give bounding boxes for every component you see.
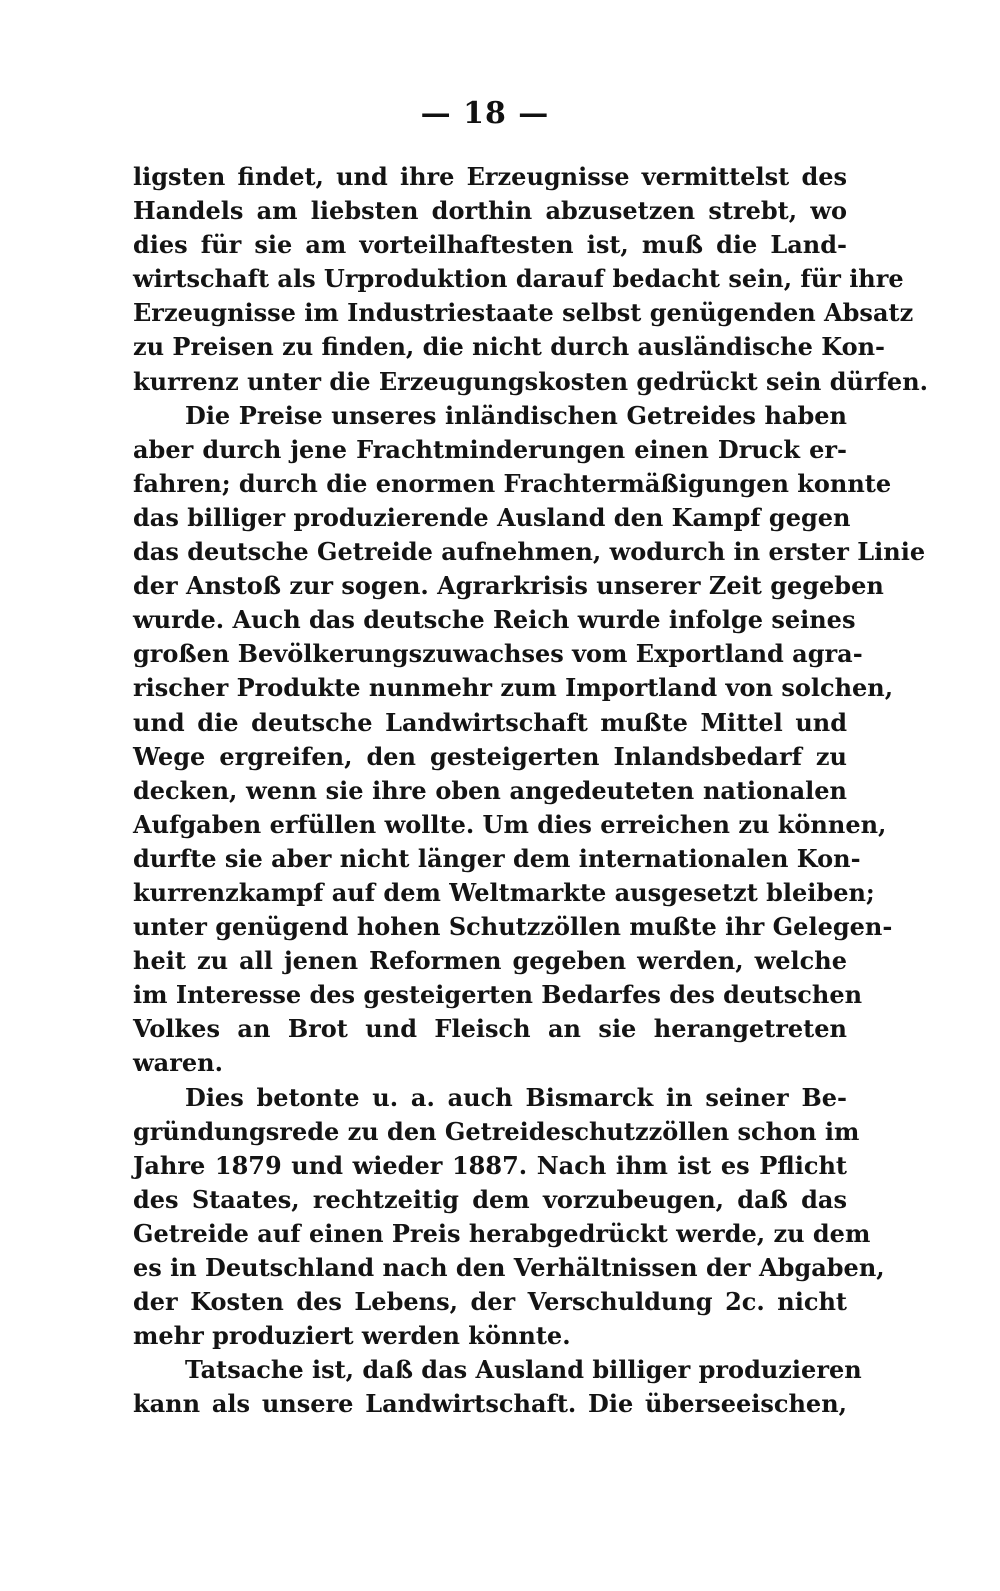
text-line: wurde. Auch das deutsche Reich wurde infolge seines (133, 605, 856, 635)
text-line: fahren; durch die enormen Frachtermäßigungen konnte (133, 468, 892, 498)
text-line: Handels am liebsten dorthin abzusetzen strebt, wo (133, 196, 847, 226)
text-line: im Interesse des gesteigerten Bedarfes des deutschen (133, 980, 863, 1010)
text-line: Getreide auf einen Preis herabgedrückt werde, zu dem (133, 1218, 871, 1248)
text-line: der Anstoß zur sogen. Agrarkrisis unserer Zeit gegeben (133, 571, 884, 601)
text-line: großen Bevölkerungszuwachses vom Exportland agra- (133, 639, 863, 669)
text-line: der Kosten des Lebens, der Verschuldung 2c. nicht (133, 1287, 847, 1317)
text-line: rischer Produkte nunmehr zum Importland von solchen, (133, 673, 894, 703)
text-line: Erzeugnisse im Industriestaate selbst genügenden Absatz (133, 298, 914, 328)
text-line: kann als unsere Landwirtschaft. Die überseeischen, (133, 1389, 847, 1419)
text-line: Die Preise unseres inländischen Getreides haben (185, 400, 847, 430)
text-line: kurrenzkampf auf dem Weltmarkte ausgesetzt bleiben; (133, 877, 875, 907)
text-line: waren. (133, 1048, 223, 1078)
body-text (133, 160, 928, 1421)
text-line: und die deutsche Landwirtschaft mußte Mittel und (133, 707, 847, 737)
text-line: Volkes an Brot und Fleisch an sie herangetreten (133, 1014, 847, 1044)
text-line: ligsten findet, und ihre Erzeugnisse vermittelst des (133, 162, 847, 191)
text-line: unter genügend hohen Schutzzöllen mußte ihr Gelegen- (133, 912, 893, 942)
text-line: des Staates, rechtzeitig dem vorzubeugen, daß das (133, 1184, 847, 1214)
text-line: Jahre 1879 und wieder 1887. Nach ihm ist es Pflicht (133, 1150, 847, 1180)
text-line: kurrenz unter die Erzeugungskosten gedrückt sein dürfen. (133, 366, 928, 396)
text-line: aber durch jene Frachtminderungen einen Druck er- (133, 434, 847, 464)
text-line: durfte sie aber nicht länger dem internationalen Kon- (133, 843, 861, 873)
text-line: Aufgaben erfüllen wollte. Um dies erreichen zu können, (133, 809, 887, 839)
text-line: gründungsrede zu den Getreideschutzzöllen schon im (133, 1116, 860, 1146)
text-line: decken, wenn sie ihre oben angedeuteten nationalen (133, 775, 847, 805)
text-line: das billiger produzierende Ausland den Kampf gegen (133, 502, 851, 532)
text-line: Tatsache ist, daß das Ausland billiger produzieren (185, 1355, 862, 1385)
text-line: dies für sie am vorteilhaftesten ist, muß die Land- (133, 230, 847, 260)
text-line: wirtschaft als Urproduktion darauf bedacht sein, für ihre (133, 264, 904, 294)
text-line: das deutsche Getreide aufnehmen, wodurch in erster Linie (133, 537, 926, 567)
text-line: es in Deutschland nach den Verhältnissen der Abgaben, (133, 1253, 885, 1282)
text-line: mehr produziert werden könnte. (133, 1321, 571, 1351)
text-line: heit zu all jenen Reformen gegeben werden, welche (133, 946, 847, 976)
text-line: Wege ergreifen, den gesteigerten Inlandsbedarf zu (133, 741, 847, 771)
text-line: Dies betonte u. a. auch Bismarck in seiner Be- (185, 1082, 847, 1112)
text-line: zu Preisen zu finden, die nicht durch ausländische Kon- (133, 332, 886, 362)
page-number: — 18 — (420, 96, 550, 131)
